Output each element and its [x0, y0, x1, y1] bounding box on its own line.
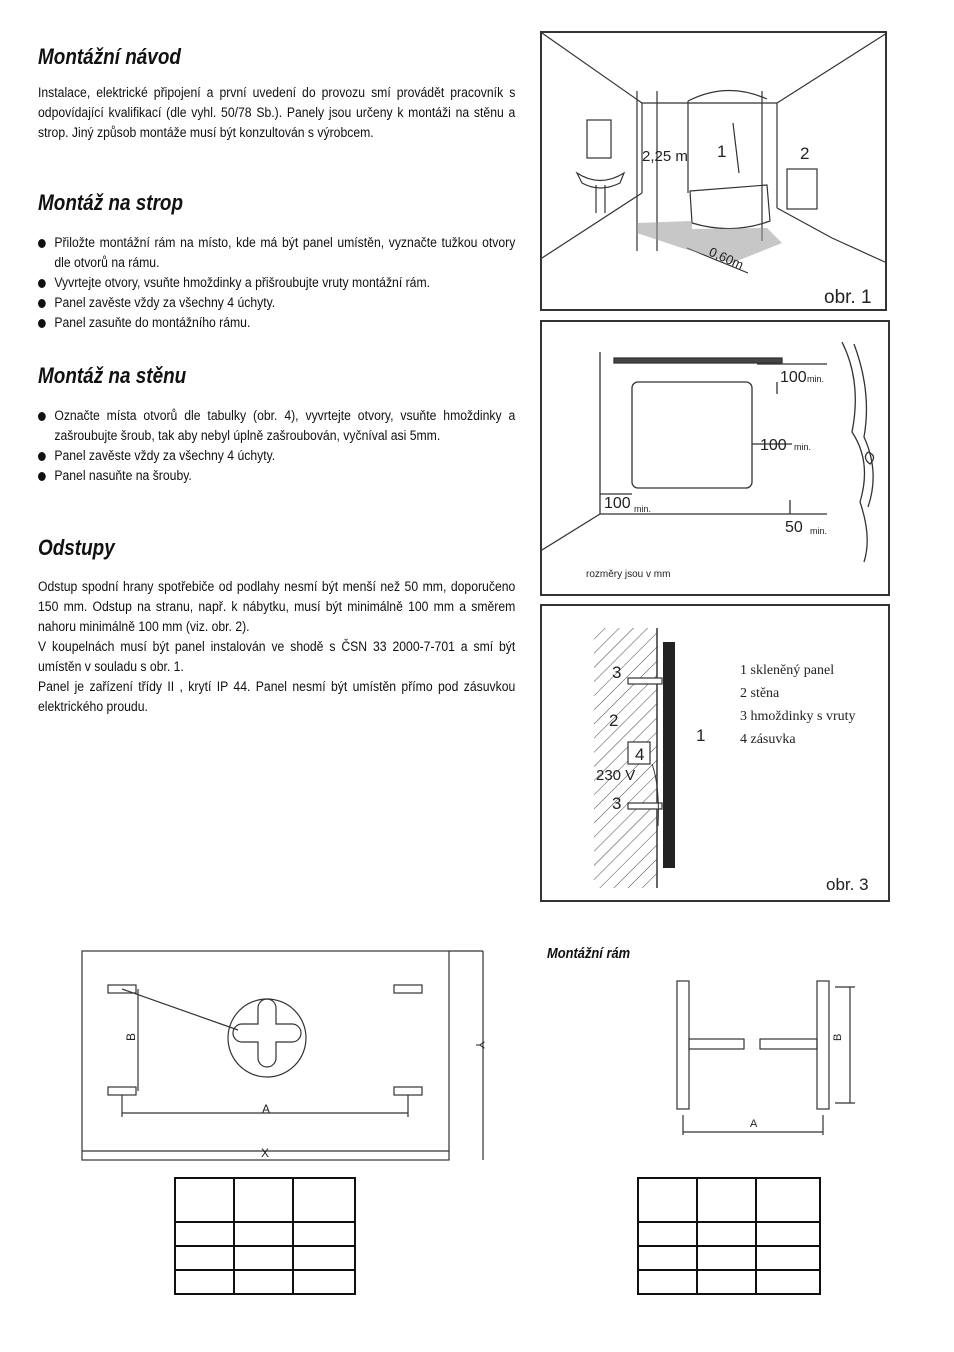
- dimension-y-label: Y: [473, 1041, 487, 1050]
- figure-wall-section: [540, 604, 890, 902]
- label-1: 1: [696, 726, 706, 745]
- units-note: rozměry jsou v mm: [586, 569, 671, 580]
- min-label: min.: [810, 526, 828, 536]
- dimension-x-label: X: [261, 1146, 270, 1160]
- figure-bathroom-zones: [540, 31, 887, 311]
- table-cell: [697, 1178, 756, 1222]
- table-cell: [638, 1222, 697, 1246]
- odstupy-paragraph: V koupelnách musí být panel instalován ve shodě s ČSN 33 2000-7-701 a smí být umístěn v souladu s obr. 1.: [38, 639, 516, 675]
- frame-dimension-b-label: B: [832, 1033, 844, 1041]
- width-label: 0,60m: [706, 244, 746, 273]
- list-item: Vyvrtejte otvory, vsuňte hmoždinky a přišroubujte vruty montážní rám.: [38, 273, 515, 293]
- frame-dimension-table: [637, 1177, 821, 1295]
- top-clearance-value: 100: [780, 369, 807, 386]
- wall-section-drawing: [542, 606, 892, 904]
- zone-2-label: 2: [800, 144, 810, 163]
- min-label: min.: [807, 374, 825, 384]
- min-label: min.: [634, 504, 652, 514]
- label-4: 4: [635, 745, 645, 764]
- intro-paragraph: [38, 83, 515, 143]
- label-2: 2: [609, 711, 619, 730]
- figure-3-caption: obr. 3: [826, 875, 869, 894]
- table-cell: [234, 1222, 293, 1246]
- list-item: Panel zavěste vždy za všechny 4 úchyty.: [38, 446, 515, 466]
- bullet-icon: [38, 412, 46, 421]
- label-3-top: 3: [612, 663, 622, 682]
- voltage-label: 230 V: [596, 767, 636, 784]
- dimension-a-label: A: [262, 1102, 271, 1116]
- table-cell: [293, 1270, 355, 1294]
- table-cell: [175, 1270, 234, 1294]
- table-cell: [175, 1222, 234, 1246]
- table-cell: [697, 1270, 756, 1294]
- list-item: Panel nasuňte na šrouby.: [38, 466, 515, 486]
- frame-dimension-a-label: A: [750, 1118, 758, 1130]
- heading-montaz-strop: Montáž na strop: [38, 190, 184, 215]
- list-item: Označte místa otvorů dle tabulky (obr. 4), vyvrtejte otvory, vsuňte hmoždinky a zašroubujte šroub, tak aby nebyl úplně zašroubován, vyčníval asi 5mm.: [38, 406, 515, 446]
- table-cell: [293, 1178, 355, 1222]
- table-cell: [756, 1270, 820, 1294]
- list-montaz-strop: [38, 233, 515, 333]
- table-cell: [293, 1246, 355, 1270]
- table-cell: [756, 1246, 820, 1270]
- table-cell: [234, 1178, 293, 1222]
- panel-dimension-table: [174, 1177, 356, 1295]
- heading-odstupy: Odstupy: [38, 535, 115, 560]
- odstupy-paragraph: Panel je zařízení třídy II , krytí IP 44. Panel nesmí být umístěn přímo pod zásuvkou elektrického proudu.: [38, 679, 516, 715]
- table-cell: [234, 1270, 293, 1294]
- side-clearance-value: 100: [760, 437, 787, 454]
- legend-item: 4 zásuvka: [740, 732, 796, 747]
- odstupy-paragraph: Odstup spodní hrany spotřebiče od podlahy nesmí být menší než 50 mm, doporučeno 150 mm. Odstup na stranu, např. k nábytku, musí být minimálně 100 mm a směrem nahoru minimálně 100 mm (viz. obr. 2).: [38, 579, 516, 635]
- dimension-b-label: B: [124, 1032, 138, 1041]
- bullet-icon: [38, 319, 46, 328]
- table-cell: [175, 1178, 234, 1222]
- left-clearance-value: 100: [604, 495, 631, 512]
- bullet-icon: [38, 279, 46, 288]
- height-label: 2,25 m: [642, 148, 688, 165]
- bullet-icon: [38, 452, 46, 461]
- table-cell: [293, 1222, 355, 1246]
- legend-item: 1 skleněný panel: [740, 663, 835, 678]
- mounting-frame-drawing: [670, 975, 870, 1145]
- table-cell: [756, 1222, 820, 1246]
- table-cell: [756, 1178, 820, 1222]
- panel-dimensions-drawing: [78, 945, 493, 1165]
- frame-heading: Montážní rám: [547, 945, 631, 962]
- table-cell: [697, 1222, 756, 1246]
- legend-item: 3 hmoždinky s vruty: [740, 709, 856, 724]
- table-cell: [697, 1246, 756, 1270]
- clearances-drawing: [542, 322, 892, 598]
- list-item: Panel zasuňte do montážního rámu.: [38, 313, 515, 333]
- heading-montaz-stena: Montáž na stěnu: [38, 363, 187, 388]
- odstupy-text: [38, 577, 515, 717]
- min-label: min.: [794, 442, 812, 452]
- table-cell: [638, 1246, 697, 1270]
- bathroom-zones-drawing: [542, 33, 889, 313]
- list-item: Přiložte montážní rám na místo, kde má být panel umístěn, vyznačte tužkou otvory dle otvorů na rámu.: [38, 233, 515, 273]
- bottom-clearance-value: 50: [785, 519, 803, 536]
- bullet-icon: [38, 239, 46, 248]
- zone-1-label: 1: [717, 142, 727, 161]
- list-item: Panel zavěste vždy za všechny 4 úchyty.: [38, 293, 515, 313]
- table-cell: [234, 1246, 293, 1270]
- bullet-icon: [38, 472, 46, 481]
- figure-clearances: [540, 320, 890, 596]
- label-3-bottom: 3: [612, 794, 622, 813]
- figure-1-caption: obr. 1: [824, 287, 872, 308]
- table-cell: [638, 1270, 697, 1294]
- bullet-icon: [38, 299, 46, 308]
- intro-text: Instalace, elektrické připojení a první uvedení do provozu smí provádět pracovník s odpovídající kvalifikací (dle vyhl. 50/78 Sb.). Panely jsou určeny k montáži na stěnu a strop. Jiný způsob montáže musí být konzultován s výrobcem.: [38, 85, 516, 141]
- list-montaz-stena: [38, 406, 515, 486]
- heading-montazni-navod: Montážní návod: [38, 44, 181, 69]
- table-cell: [175, 1246, 234, 1270]
- legend-item: 2 stěna: [740, 686, 780, 701]
- table-cell: [638, 1178, 697, 1222]
